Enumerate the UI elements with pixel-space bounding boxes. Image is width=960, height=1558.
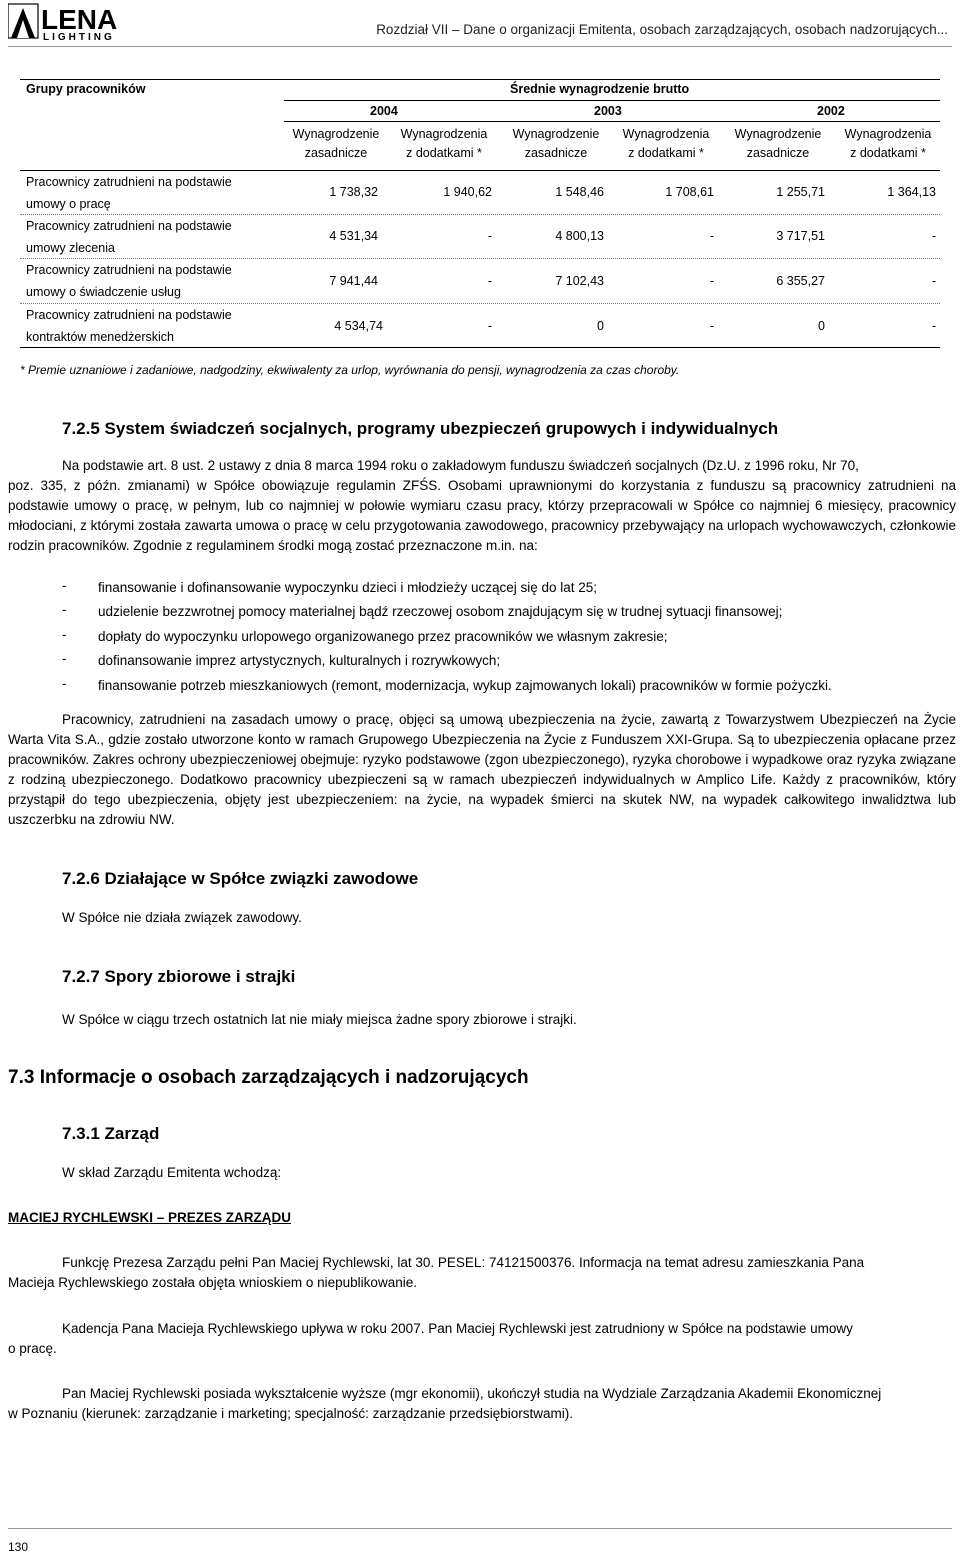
bullet-marker: - bbox=[62, 602, 67, 617]
list-item: dofinansowanie imprez artystycznych, kulturalnych i rozrywkowych; bbox=[98, 653, 501, 668]
table-cell: - bbox=[487, 229, 492, 243]
paragraph-first-line: Na podstawie art. 8 ust. 2 ustawy z dnia 8 marca 1994 roku o zakładowym funduszu świadczeń socjalnych (Dz.U. z 1996 roku, Nr 70, bbox=[62, 458, 859, 473]
table-cell: 6 355,27 bbox=[776, 274, 825, 288]
table-cell: 4 531,34 bbox=[329, 229, 378, 243]
table-cell: 3 717,51 bbox=[776, 229, 825, 243]
paragraph: W Spółce nie działa związek zawodowy. bbox=[62, 910, 302, 925]
table-cell: 1 940,62 bbox=[443, 185, 492, 199]
section-heading: 7.2.6 Działające w Spółce związki zawodowe bbox=[62, 869, 419, 888]
table-cell: 1 548,46 bbox=[555, 185, 604, 199]
paragraph: poz. 335, z późn. zmianami) w Spółce obowiązuje regulamin ZFŚS. Osobami uprawnionymi do korzystania z funduszu są pracownicy zatrudnieni na podstawie umowy o pracę, w pełnym, lub co najmniej w połowie wymiaru czasu pracy, którzy przepracowali w Spółce co najmniej 6 miesięcy, pracownicy młodociani, z którymi została zawarta umowa o pracę w celu przygotowania zawodowego, pracownicy przebywający na urlopach wychowawczych, członkowie rodzin pracowników. Zgodnie z regulaminem środki mogą zostać przeznaczone m.in. na: bbox=[8, 478, 956, 553]
col-header: Wynagrodzenia z dodatkami * bbox=[622, 127, 710, 160]
col-header: Wynagrodzenie zasadnicze bbox=[292, 127, 380, 160]
table-row-label: Pracownicy zatrudnieni na podstawie umowy o świadczenie usług bbox=[26, 263, 232, 299]
table-row-label: Pracownicy zatrudnieni na podstawie umowy zlecenia bbox=[26, 219, 232, 255]
table-cell: - bbox=[487, 274, 492, 288]
table-cell: 4 534,74 bbox=[334, 319, 383, 333]
svg-text:LENA: LENA bbox=[41, 4, 118, 35]
table-cell: 7 941,44 bbox=[329, 274, 378, 288]
table-cell: - bbox=[709, 319, 714, 333]
table-cell: 4 800,13 bbox=[555, 229, 604, 243]
bullet-marker: - bbox=[62, 676, 67, 691]
list-item: finansowanie i dofinansowanie wypoczynku dzieci i młodzieży uczącej się do lat 25; bbox=[98, 580, 598, 595]
col-header: Wynagrodzenia z dodatkami * bbox=[844, 127, 932, 160]
table-cell: - bbox=[709, 229, 714, 243]
chapter-title: Rozdział VII – Dane o organizacji Emitenta, osobach zarządzających, osobach nadzorujących... bbox=[376, 22, 948, 37]
year-2004: 2004 bbox=[370, 104, 398, 118]
list-item: udzielenie bezzwrotnej pomocy materialnej bądź rzeczowej osobom znajdującym się w trudnej sytuacji finansowej; bbox=[98, 604, 783, 619]
footer-divider bbox=[8, 1528, 952, 1529]
col-header: Wynagrodzenia z dodatkami * bbox=[400, 127, 488, 160]
col-header: Wynagrodzenie zasadnicze bbox=[734, 127, 822, 160]
year-2002: 2002 bbox=[817, 104, 845, 118]
table-cell: 1 708,61 bbox=[665, 185, 714, 199]
company-logo bbox=[8, 2, 136, 42]
table-group-header: Grupy pracowników bbox=[26, 82, 146, 96]
year-divider-line bbox=[284, 121, 940, 122]
bullet-marker: - bbox=[62, 578, 67, 593]
header-divider bbox=[8, 46, 952, 47]
table-cell: 0 bbox=[597, 319, 604, 333]
table-row-label: Pracownicy zatrudnieni na podstawie kontraktów menedżerskich bbox=[26, 308, 232, 344]
col-header: Wynagrodzenie zasadnicze bbox=[512, 127, 600, 160]
table-main-header: Średnie wynagrodzenie brutto bbox=[510, 82, 690, 96]
table-cell: - bbox=[709, 274, 714, 288]
bullet-marker: - bbox=[62, 651, 67, 666]
chapter-heading: 7.3 Informacje o osobach zarządzających i nadzorujących bbox=[8, 1067, 529, 1088]
bullet-marker: - bbox=[62, 627, 67, 642]
paragraph: o pracę. bbox=[8, 1341, 57, 1356]
section-heading: 7.3.1 Zarząd bbox=[62, 1124, 160, 1143]
table-bottom-border bbox=[20, 347, 940, 348]
person-title: MACIEJ RYCHLEWSKI – PREZES ZARZĄDU bbox=[8, 1210, 292, 1225]
page-number: 130 bbox=[8, 1540, 29, 1554]
list-item: finansowanie potrzeb mieszkaniowych (remont, modernizacja, wykup zajmowanych lokali) pracowników w formie pożyczki. bbox=[98, 678, 832, 693]
table-cell: 1 364,13 bbox=[887, 185, 936, 199]
paragraph-first-line: Funkcję Prezesa Zarządu pełni Pan Maciej Rychlewski, lat 30. PESEL: 74121500376. Informacja na temat adresu zamieszkania Pana bbox=[62, 1255, 865, 1270]
table-top-border bbox=[20, 79, 940, 80]
section-heading: 7.2.7 Spory zbiorowe i strajki bbox=[62, 967, 296, 986]
table-cell: - bbox=[487, 319, 492, 333]
header-divider-line bbox=[284, 100, 940, 101]
svg-text:LIGHTING: LIGHTING bbox=[43, 32, 115, 42]
table-cell: 1 255,71 bbox=[776, 185, 825, 199]
paragraph-first-line: Kadencja Pana Macieja Rychlewskiego upływa w roku 2007. Pan Maciej Rychlewski jest zatrudniony w Spółce na podstawie umowy bbox=[62, 1321, 853, 1336]
paragraph-first-line: Pan Maciej Rychlewski posiada wykształcenie wyższe (mgr ekonomii), ukończył studia na Wydziale Zarządzania Akademii Ekonomicznej bbox=[62, 1386, 882, 1401]
table-cell: 7 102,43 bbox=[555, 274, 604, 288]
paragraph: W skład Zarządu Emitenta wchodzą: bbox=[62, 1165, 282, 1180]
table-cell: - bbox=[931, 274, 936, 288]
table-cell: 1 738,32 bbox=[329, 185, 378, 199]
table-footnote: * Premie uznaniowe i zadaniowe, nadgodziny, ekwiwalenty za urlop, wyrównania do pensji, wynagrodzenia za czas choroby. bbox=[20, 363, 680, 377]
year-2003: 2003 bbox=[594, 104, 622, 118]
paragraph: w Poznaniu (kierunek: zarządzanie i marketing; specjalność: zarządzanie przedsiębiorstwami). bbox=[8, 1406, 574, 1421]
list-item: dopłaty do wypoczynku urlopowego organizowanego przez pracowników we własnym zakresie; bbox=[98, 629, 668, 644]
paragraph: W Spółce w ciągu trzech ostatnich lat nie miały miejsca żadne spory zbiorowe i strajki. bbox=[62, 1012, 577, 1027]
table-row-label: Pracownicy zatrudnieni na podstawie umowy o pracę bbox=[26, 175, 232, 211]
table-cell: - bbox=[931, 319, 936, 333]
paragraph: Macieja Rychlewskiego została objęta wnioskiem o niepublikowanie. bbox=[8, 1275, 417, 1290]
table-cell: - bbox=[931, 229, 936, 243]
table-cell: 0 bbox=[818, 319, 825, 333]
paragraph: Pracownicy, zatrudnieni na zasadach umowy o pracę, objęci są umową ubezpieczenia na życie, zawartą z Towarzystwem Ubezpieczeń na Życie Warta Vita S.A., gdzie zostało utworzone konto w ramach Grupowego Ubezpieczenia na Życie z Funduszem XXI-Grupa. Są to ubezpieczenia opłacane przez pracowników. Zakres ochrony ubezpieczeniowej obejmuje: ryzyko podstawowe (zgon ubezpieczonego), ryzyka chorobowe i wypadkowe oraz ryzyka związane z rodziną ubezpieczonego. Dodatkowo pracownicy ubezpieczeni są w ramach ubezpieczeń indywidualnych w Amplico Life. Każdy z pracowników, który przystąpił do tego ubezpieczenia, objęty jest ubezpieczeniem: na życie, na wypadek śmierci na skutek NW, na wypadek całkowitego inwalidztwa lub uszczerbku na zdrowiu NW. bbox=[8, 712, 956, 827]
section-heading: 7.2.5 System świadczeń socjalnych, programy ubezpieczeń grupowych i indywidualnych bbox=[62, 419, 779, 438]
